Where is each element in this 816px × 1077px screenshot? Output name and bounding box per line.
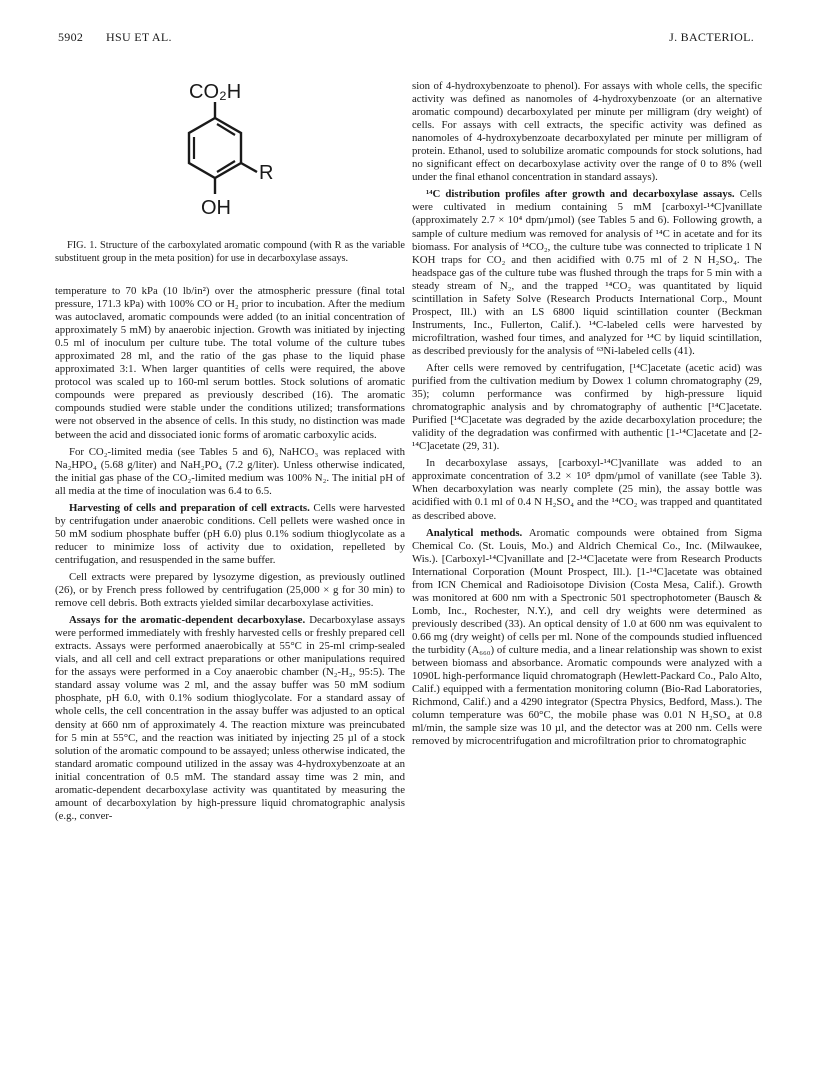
section-paragraph: Assays for the aromatic-dependent decarboxylase. Decarboxylase assays were performed immediately with freshly harvested cells or freshly prepared cell extracts. Assays were performed anaerobically at 55°C in 25-ml crimp-sealed vials, and all cell and cell extract preparations or other manipulations required for the assays were performed in a Coy anaerobic chamber (N₂-H₂, 95:5). The standard assay volume was 2 ml, and the assay buffer was 50 mM sodium phosphate, pH 6.0, with 0.1% sodium thioglycolate. For a standard assay of whole cells, the cell concentration in the assay buffer was adjusted to an optical density at 660 nm of approximately 4. The reaction mixture was preincubated for 5 min at 55°C, and the reaction was initiated by injecting 25 µl of a stock solution of the aromatic compound to be assayed; unless otherwise indicated, the standard aromatic compound utilized in the assay was 4-hydroxybenzoate at an initial concentration of 0.5 mM. The standard assay time was 2 min, and aromatic-dependent decarboxylase activity was quantitated by measuring the amount of decarboxylation by high-pressure liquid chromatographic analysis (e.g., conver- [55, 614, 405, 822]
chemical-structure-diagram [165, 80, 325, 236]
right-column [412, 80, 762, 748]
paragraph: For CO₂-limited media (see Tables 5 and 6), NaHCO₃ was replaced with Na₂HPO₄ (5.68 g/liter) and NaH₂PO₄ (7.2 g/liter). Unless otherwise indicated, the initial gas phase of the CO₂-limited medium was 100% N₂. The initial pH of all media at the time of inoculation was 6.4 to 6.5. [55, 445, 405, 497]
paragraph: sion of 4-hydroxybenzoate to phenol). For assays with whole cells, the specific activity was defined as nanomoles of 4-hydroxybenzoate (or an alternative aromatic compound) decarboxylated per minute per milligram (dry weight) of cells. For assays with cell extracts, the specific activity was defined as nanomoles of 4-hydroxybenzoate decarboxylated per minute per milligram of protein. Ethanol, used to solubilize aromatic compounds for stock solutions, had no significant effect on decarboxylase activity over the range of 0 to 8% (well under the final ethanol concentration in standard assays). [412, 80, 762, 184]
r-group-label: R [259, 162, 274, 184]
hydroxyl-label: OH [201, 197, 231, 219]
left-column [55, 80, 405, 823]
benzene-ring [189, 118, 241, 178]
section-heading: Analytical methods. [426, 526, 523, 539]
paragraph: Cell extracts were prepared by lysozyme digestion, as previously outlined (26), or by French press followed by centrifugation (25,000 × g for 30 min) to remove cell debris. Both extracts yielded similar decarboxylase activities. [55, 570, 405, 610]
section-heading: Harvesting of cells and preparation of cell extracts. [69, 501, 310, 514]
left-column-body [55, 285, 405, 823]
paragraph: In decarboxylase assays, [carboxyl-¹⁴C]vanillate was added to an approximate concentration of 3.2 × 10⁵ dpm/µmol of vanillate (see Table 3). When decarboxylation was nearly complete (25 min), the assay bottle was acidified with 0.1 ml of 0.4 N H₂SO₄ and the ¹⁴CO₂ was trapped and quantitated as described above. [412, 457, 762, 522]
figure-1 [55, 80, 405, 240]
figure-caption: FIG. 1. Structure of the carboxylated aromatic compound (with R as the variable substituent group in the meta position) for use in decarboxylase assays. [55, 240, 405, 264]
section-heading: Assays for the aromatic-dependent decarboxylase. [69, 614, 306, 627]
bond-to-r [241, 163, 257, 172]
section-paragraph: Analytical methods. Aromatic compounds were obtained from Sigma Chemical Co. (St. Louis, Mo.) and Aldrich Chemical Co., Inc. (Milwaukee, Wis.). [Carboxyl-¹⁴C]vanillate and [2-¹⁴C]acetate were from Research Products International Corporation (Mount Prospect, Ill.). [1-¹⁴C]acetate was obtained from ICN Chemical and Radioisotope Division (Costa Mesa, Calif.). Growth was monitored at 600 nm with a Spectronic 501 spectrophotometer (Bausch & Lomb, Inc., Rochester, N.Y.), and cell dry weights were determined as previously described (33). An optical density of 1.0 at 600 nm was equivalent to 0.66 mg (dry weight) of cells per ml. None of the compounds studied influenced the turbidity (A₆₆₀) of culture media, and a linear relationship was shown to exist between biomass and absorbance. Aromatic compounds were analyzed with a 1090L high-performance liquid chromatograph (Hewlett-Packard Co., Palo Alto, Calif.) equipped with a fermentation monitoring column (Bio-Rad Laboratories, Richmond, Calif.) and a 4290 integrator (Spectra Physics, Bedford, Mass.). The column temperature was 60°C, the mobile phase was 0.01 N H₂SO₄ at 0.8 ml/min, the sample size was 10 µl, and the detector was at 200 nm. Cells were removed by microcentrifugation and microfiltration prior to chromatographic [412, 526, 762, 748]
section-paragraph: Harvesting of cells and preparation of cell extracts. Cells were harvested by centrifugation under anaerobic conditions. Cell pellets were washed once in 50 mM sodium phosphate buffer (pH 6.0) plus 0.1% sodium thioglycolate as a reducer to minimize loss of activity due to oxidation, repelleted by centrifugation, and resuspended in the same buffer. [55, 501, 406, 566]
section-paragraph: ¹⁴C distribution profiles after growth and decarboxylase assays. Cells were cultivated in medium containing 5 mM [carboxyl-¹⁴C]vanillate (approximately 2.7 × 10⁴ dpm/µmol) (see Tables 5 and 6). Following growth, a sample of culture medium was removed for analysis of ¹⁴C in acetate and for its biomass. For analysis of ¹⁴CO₂, the culture tube was connected to triplicate 1 N KOH traps for CO₂ and then acidified with 0.75 ml of 2 N H₂SO₄. The headspace gas of the culture tube was flushed through the traps for 5 min with a steady stream of N₂, and the trapped ¹⁴CO₂ was quantitated by liquid scintillation in Safety Solve (Research Products International Corp., Mount Prospect, Ill.) with an LS 6800 liquid scintillation counter (Beckman Instruments, Inc., Fullerton, Calif.). ¹⁴C-labeled cells were harvested by microfiltration, washed four times, and analyzed for ¹⁴C by liquid scintillation, as described previously for the analysis of ⁶³Ni-labeled cells (41). [412, 188, 762, 357]
paragraph: temperature to 70 kPa (10 lb/in²) over the atmospheric pressure (final total pressure, 171.3 kPa) with 100% CO or H₂ prior to incubation. After the medium was autoclaved, aromatic compounds were added (to an initial concentration of approximately 5 mM) by anaerobic injection. Growth was initiated by injecting 0.5 ml of inoculum per culture tube. The total volume of the culture tubes approximated 28 ml, and the ratio of the gas phase to the liquid phase approximated 3:1. When larger quantities of cells were required, the above protocol was scaled up to 160-ml serum bottles. Stock solutions of aromatic compounds were prepared as previously described (16). The aromatic compounds studied were stable under the conditions utilized; transformations were not observed in the absence of cells. In this study, no distinction was made between the acid and dissociated ionic forms of aromatic carboxylic acids. [55, 285, 405, 441]
journal-name: J. BACTERIOL. [669, 30, 754, 44]
page-number: 5902 [58, 30, 84, 44]
running-authors: HSU ET AL. [106, 30, 172, 44]
section-heading: ¹⁴C distribution profiles after growth and decarboxylase assays. [426, 188, 735, 201]
page-header [58, 30, 754, 50]
paragraph: After cells were removed by centrifugation, [¹⁴C]acetate (acetic acid) was purified from the cultivation medium by Dowex 1 column chromatography (29, 35); column performance was confirmed by high-pressure liquid chromatographic analysis and by chromatography of authentic [¹⁴C]acetate. Purified [¹⁴C]acetate was degraded by the azide decarboxylation procedure; the validity of the degradation was confirmed with authentic [1-¹⁴C]acetate and [2-¹⁴C]acetate (29, 31). [412, 361, 762, 453]
carboxyl-label: CO₂H [189, 81, 242, 103]
